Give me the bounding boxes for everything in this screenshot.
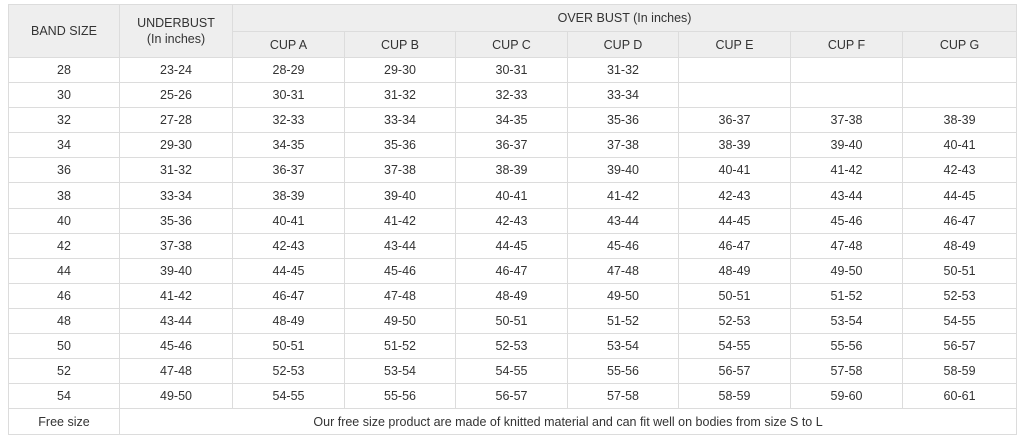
over-bust-cell: 57-58 bbox=[568, 384, 679, 409]
underbust-header bbox=[120, 5, 233, 58]
table-body bbox=[9, 58, 1017, 409]
over-bust-header: OVER BUST (In inches) bbox=[233, 5, 1017, 32]
over-bust-cell: 54-55 bbox=[456, 359, 568, 384]
over-bust-cell: 58-59 bbox=[679, 384, 791, 409]
band-size-cell: 38 bbox=[9, 183, 120, 208]
over-bust-cell: 38-39 bbox=[233, 183, 345, 208]
over-bust-cell: 40-41 bbox=[679, 158, 791, 183]
table-row bbox=[9, 133, 1017, 158]
size-table bbox=[8, 4, 1017, 435]
over-bust-cell: 28-29 bbox=[233, 58, 345, 83]
underbust-cell: 33-34 bbox=[120, 183, 233, 208]
over-bust-cell: 41-42 bbox=[345, 208, 456, 233]
cup-header: CUP C bbox=[456, 32, 568, 58]
over-bust-cell: 29-30 bbox=[345, 58, 456, 83]
over-bust-cell: 57-58 bbox=[791, 359, 903, 384]
over-bust-cell: 39-40 bbox=[345, 183, 456, 208]
band-size-cell: 30 bbox=[9, 83, 120, 108]
band-size-cell: 50 bbox=[9, 334, 120, 359]
underbust-cell: 35-36 bbox=[120, 208, 233, 233]
over-bust-cell: 31-32 bbox=[568, 58, 679, 83]
underbust-cell: 37-38 bbox=[120, 233, 233, 258]
over-bust-cell: 44-45 bbox=[679, 208, 791, 233]
over-bust-cell: 35-36 bbox=[568, 108, 679, 133]
over-bust-cell: 56-57 bbox=[903, 334, 1017, 359]
band-size-cell: 34 bbox=[9, 133, 120, 158]
underbust-title: UNDERBUST bbox=[137, 16, 215, 30]
table-row bbox=[9, 83, 1017, 108]
over-bust-cell: 42-43 bbox=[456, 208, 568, 233]
table-row bbox=[9, 359, 1017, 384]
over-bust-cell: 59-60 bbox=[791, 384, 903, 409]
over-bust-cell: 50-51 bbox=[679, 283, 791, 308]
over-bust-cell: 54-55 bbox=[679, 334, 791, 359]
free-size-label: Free size bbox=[9, 409, 120, 435]
table-row bbox=[9, 208, 1017, 233]
over-bust-cell: 50-51 bbox=[456, 308, 568, 333]
over-bust-cell: 39-40 bbox=[791, 133, 903, 158]
over-bust-cell: 42-43 bbox=[903, 158, 1017, 183]
table-row bbox=[9, 283, 1017, 308]
over-bust-cell: 43-44 bbox=[791, 183, 903, 208]
over-bust-cell: 51-52 bbox=[791, 283, 903, 308]
over-bust-cell: 37-38 bbox=[568, 133, 679, 158]
cup-header: CUP F bbox=[791, 32, 903, 58]
over-bust-cell: 42-43 bbox=[233, 233, 345, 258]
over-bust-cell: 55-56 bbox=[345, 384, 456, 409]
underbust-cell: 41-42 bbox=[120, 283, 233, 308]
over-bust-cell: 33-34 bbox=[345, 108, 456, 133]
over-bust-cell: 56-57 bbox=[456, 384, 568, 409]
over-bust-cell: 52-53 bbox=[233, 359, 345, 384]
table-row bbox=[9, 384, 1017, 409]
over-bust-cell: 41-42 bbox=[568, 183, 679, 208]
over-bust-cell: 43-44 bbox=[568, 208, 679, 233]
underbust-cell: 23-24 bbox=[120, 58, 233, 83]
over-bust-cell bbox=[679, 58, 791, 83]
over-bust-cell: 39-40 bbox=[568, 158, 679, 183]
over-bust-cell: 53-54 bbox=[345, 359, 456, 384]
over-bust-cell bbox=[679, 83, 791, 108]
over-bust-cell: 55-56 bbox=[568, 359, 679, 384]
over-bust-cell: 44-45 bbox=[233, 258, 345, 283]
over-bust-cell: 46-47 bbox=[456, 258, 568, 283]
over-bust-cell: 30-31 bbox=[233, 83, 345, 108]
underbust-cell: 27-28 bbox=[120, 108, 233, 133]
free-size-note: Our free size product are made of knitted material and can fit well on bodies from size S to L bbox=[120, 409, 1017, 435]
table-row bbox=[9, 183, 1017, 208]
underbust-cell: 31-32 bbox=[120, 158, 233, 183]
table-row bbox=[9, 334, 1017, 359]
underbust-cell: 45-46 bbox=[120, 334, 233, 359]
underbust-cell: 43-44 bbox=[120, 308, 233, 333]
over-bust-cell: 60-61 bbox=[903, 384, 1017, 409]
over-bust-cell bbox=[791, 58, 903, 83]
underbust-cell: 39-40 bbox=[120, 258, 233, 283]
band-size-cell: 52 bbox=[9, 359, 120, 384]
over-bust-cell: 49-50 bbox=[568, 283, 679, 308]
cup-header: CUP G bbox=[903, 32, 1017, 58]
band-size-cell: 40 bbox=[9, 208, 120, 233]
underbust-cell: 25-26 bbox=[120, 83, 233, 108]
over-bust-cell: 55-56 bbox=[791, 334, 903, 359]
underbust-cell: 29-30 bbox=[120, 133, 233, 158]
over-bust-cell: 32-33 bbox=[456, 83, 568, 108]
table-row bbox=[9, 308, 1017, 333]
underbust-cell: 47-48 bbox=[120, 359, 233, 384]
over-bust-cell: 46-47 bbox=[233, 283, 345, 308]
over-bust-cell: 40-41 bbox=[903, 133, 1017, 158]
over-bust-cell: 46-47 bbox=[903, 208, 1017, 233]
over-bust-cell: 33-34 bbox=[568, 83, 679, 108]
over-bust-cell: 54-55 bbox=[233, 384, 345, 409]
over-bust-cell: 40-41 bbox=[233, 208, 345, 233]
underbust-cell: 49-50 bbox=[120, 384, 233, 409]
over-bust-cell: 49-50 bbox=[791, 258, 903, 283]
over-bust-cell: 47-48 bbox=[791, 233, 903, 258]
table-row bbox=[9, 258, 1017, 283]
cup-header: CUP E bbox=[679, 32, 791, 58]
over-bust-cell: 54-55 bbox=[903, 308, 1017, 333]
over-bust-cell: 58-59 bbox=[903, 359, 1017, 384]
over-bust-cell: 43-44 bbox=[345, 233, 456, 258]
over-bust-cell bbox=[791, 83, 903, 108]
over-bust-cell bbox=[903, 83, 1017, 108]
table-row bbox=[9, 233, 1017, 258]
over-bust-cell: 40-41 bbox=[456, 183, 568, 208]
table-row bbox=[9, 58, 1017, 83]
over-bust-cell: 47-48 bbox=[345, 283, 456, 308]
band-size-cell: 48 bbox=[9, 308, 120, 333]
band-size-cell: 44 bbox=[9, 258, 120, 283]
over-bust-cell: 52-53 bbox=[679, 308, 791, 333]
over-bust-cell: 34-35 bbox=[456, 108, 568, 133]
table-row bbox=[9, 108, 1017, 133]
size-chart bbox=[8, 4, 1016, 435]
table-header bbox=[9, 5, 1017, 58]
over-bust-cell: 48-49 bbox=[456, 283, 568, 308]
over-bust-cell: 30-31 bbox=[456, 58, 568, 83]
over-bust-cell: 48-49 bbox=[679, 258, 791, 283]
underbust-unit: (In inches) bbox=[146, 32, 206, 46]
over-bust-cell: 44-45 bbox=[456, 233, 568, 258]
over-bust-cell: 51-52 bbox=[345, 334, 456, 359]
over-bust-cell: 36-37 bbox=[679, 108, 791, 133]
over-bust-cell: 45-46 bbox=[568, 233, 679, 258]
band-size-cell: 32 bbox=[9, 108, 120, 133]
over-bust-cell: 41-42 bbox=[791, 158, 903, 183]
over-bust-cell: 45-46 bbox=[345, 258, 456, 283]
band-size-cell: 46 bbox=[9, 283, 120, 308]
over-bust-cell: 35-36 bbox=[345, 133, 456, 158]
over-bust-cell: 42-43 bbox=[679, 183, 791, 208]
over-bust-cell: 48-49 bbox=[233, 308, 345, 333]
over-bust-cell: 53-54 bbox=[568, 334, 679, 359]
over-bust-cell: 47-48 bbox=[568, 258, 679, 283]
over-bust-cell: 50-51 bbox=[233, 334, 345, 359]
over-bust-cell: 45-46 bbox=[791, 208, 903, 233]
over-bust-cell: 38-39 bbox=[903, 108, 1017, 133]
cup-header: CUP D bbox=[568, 32, 679, 58]
over-bust-cell: 56-57 bbox=[679, 359, 791, 384]
over-bust-cell: 44-45 bbox=[903, 183, 1017, 208]
over-bust-cell: 32-33 bbox=[233, 108, 345, 133]
over-bust-cell: 50-51 bbox=[903, 258, 1017, 283]
cup-header: CUP A bbox=[233, 32, 345, 58]
table-row bbox=[9, 158, 1017, 183]
cup-header: CUP B bbox=[345, 32, 456, 58]
band-size-cell: 42 bbox=[9, 233, 120, 258]
over-bust-cell: 51-52 bbox=[568, 308, 679, 333]
over-bust-cell: 38-39 bbox=[679, 133, 791, 158]
free-size-row bbox=[9, 409, 1017, 435]
over-bust-cell bbox=[903, 58, 1017, 83]
band-size-cell: 36 bbox=[9, 158, 120, 183]
band-size-cell: 54 bbox=[9, 384, 120, 409]
over-bust-cell: 31-32 bbox=[345, 83, 456, 108]
over-bust-cell: 36-37 bbox=[456, 133, 568, 158]
over-bust-cell: 37-38 bbox=[791, 108, 903, 133]
over-bust-cell: 49-50 bbox=[345, 308, 456, 333]
over-bust-cell: 36-37 bbox=[233, 158, 345, 183]
over-bust-cell: 38-39 bbox=[456, 158, 568, 183]
band-size-header: BAND SIZE bbox=[9, 5, 120, 58]
over-bust-cell: 48-49 bbox=[903, 233, 1017, 258]
over-bust-cell: 52-53 bbox=[903, 283, 1017, 308]
over-bust-cell: 53-54 bbox=[791, 308, 903, 333]
over-bust-cell: 34-35 bbox=[233, 133, 345, 158]
over-bust-cell: 52-53 bbox=[456, 334, 568, 359]
over-bust-cell: 37-38 bbox=[345, 158, 456, 183]
band-size-cell: 28 bbox=[9, 58, 120, 83]
over-bust-cell: 46-47 bbox=[679, 233, 791, 258]
